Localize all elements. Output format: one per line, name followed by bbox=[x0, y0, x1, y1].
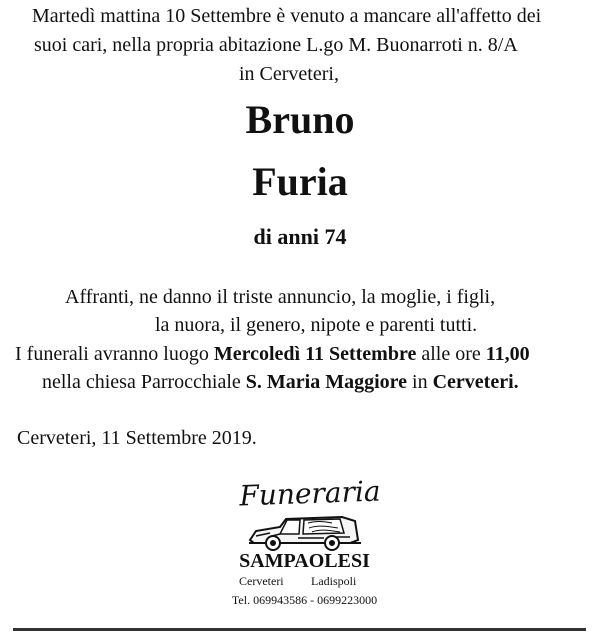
funeral-day: Mercoledì 11 Settembre bbox=[213, 343, 417, 365]
church-name: S. Maria Maggiore bbox=[245, 371, 408, 393]
funeral-home-phone: Tel. 069943586 - 0699223000 bbox=[231, 593, 378, 607]
intro-line-2: suoi cari, nella propria abitazione L.go M. Buonarroti n. 8/A bbox=[34, 34, 518, 56]
publication-date: Cerveteri, 11 Settembre 2019. bbox=[17, 427, 257, 449]
funeral-time: 11,00 bbox=[485, 343, 530, 365]
location-cerveteri: Cerveteri bbox=[239, 574, 284, 588]
announcement-line-1: Affranti, ne danno il triste annuncio, la moglie, i figli, bbox=[65, 286, 496, 308]
funeral-prefix: I funerali avranno luogo bbox=[15, 343, 214, 365]
funeral-home-logo bbox=[213, 472, 396, 618]
intro-line-3: in Cerveteri, bbox=[239, 63, 339, 85]
funeral-home-name: SAMPAOLESI bbox=[239, 550, 370, 572]
funeral-city: Cerveteri. bbox=[432, 371, 519, 393]
bottom-rule bbox=[13, 628, 586, 631]
hearse-icon bbox=[246, 509, 364, 551]
announcement-line-2: la nuora, il genero, nipote e parenti tutti. bbox=[155, 314, 478, 336]
deceased-first-name: Bruno bbox=[245, 97, 355, 142]
city-prefix: in bbox=[407, 371, 433, 393]
funeral-home-script: Funeraria bbox=[238, 474, 382, 513]
deceased-last-name: Furia bbox=[252, 159, 348, 204]
location-ladispoli: Ladispoli bbox=[311, 574, 357, 588]
intro-line-1: Martedì mattina 10 Settembre è venuto a mancare all'affetto dei bbox=[32, 5, 542, 27]
funeral-time-prefix: alle ore bbox=[416, 343, 486, 365]
funeral-location-line bbox=[42, 370, 519, 394]
funeral-time-line bbox=[15, 342, 530, 366]
deceased-age: di anni 74 bbox=[253, 224, 347, 249]
church-prefix: nella chiesa Parrocchiale bbox=[42, 371, 246, 393]
